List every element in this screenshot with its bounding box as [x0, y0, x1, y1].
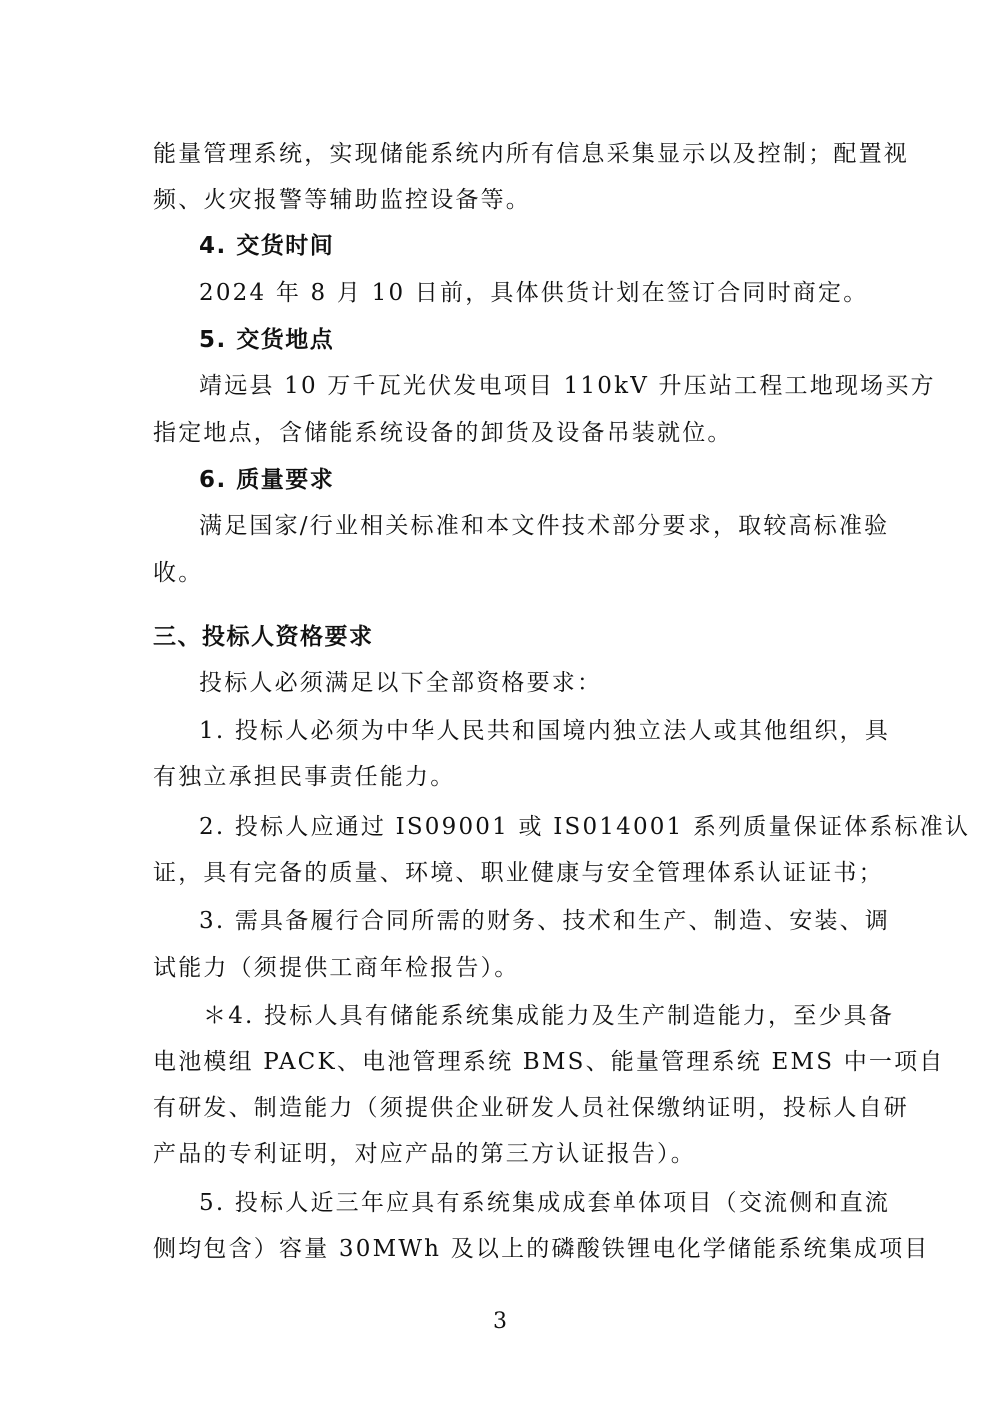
paragraph-line: 收。: [153, 560, 204, 586]
paragraph-line: 指定地点，含储能系统设备的卸货及设备吊装就位。: [153, 420, 733, 446]
list-item: ＊4. 投标人具有储能系统集成能力及生产制造能力，至少具备: [203, 1003, 895, 1029]
heading-quality-requirements: 6. 质量要求: [199, 467, 335, 493]
paragraph-line: 电池模组 PACK、电池管理系统 BMS、能量管理系统 EMS 中一项自: [153, 1049, 945, 1075]
paragraph-line: 投标人必须满足以下全部资格要求：: [199, 670, 603, 696]
paragraph-line: 有研发、制造能力（须提供企业研发人员社保缴纳证明，投标人自研: [153, 1095, 909, 1121]
paragraph-line: 证，具有完备的质量、环境、职业健康与安全管理体系认证证书；: [153, 860, 884, 886]
paragraph-line: 频、火灾报警等辅助监控设备等。: [153, 187, 531, 213]
list-item: 1. 投标人必须为中华人民共和国境内独立法人或其他组织，具: [199, 718, 891, 744]
page-number: 3: [493, 1309, 507, 1334]
paragraph-line: 有独立承担民事责任能力。: [153, 764, 456, 790]
heading-delivery-location: 5. 交货地点: [199, 327, 335, 353]
heading-delivery-time: 4. 交货时间: [199, 233, 335, 259]
paragraph-line: 靖远县 10 万千瓦光伏发电项目 110kV 升压站工程工地现场买方: [199, 373, 936, 399]
list-item: 2. 投标人应通过 IS09001 或 IS014001 系列质量保证体系标准认: [199, 814, 971, 840]
paragraph-line: 产品的专利证明，对应产品的第三方认证报告）。: [153, 1141, 696, 1167]
section-heading-bidder-qualifications: 三、投标人资格要求: [153, 624, 374, 650]
list-item: 3. 需具备履行合同所需的财务、技术和生产、制造、安装、调: [199, 908, 891, 934]
paragraph-line: 满足国家/行业相关标准和本文件技术部分要求，取较高标准验: [199, 513, 890, 539]
paragraph-line: 2024 年 8 月 10 日前，具体供货计划在签订合同时商定。: [199, 280, 869, 306]
paragraph-line: 侧均包含）容量 30MWh 及以上的磷酸铁锂电化学储能系统集成项目: [153, 1236, 930, 1262]
list-item: 5. 投标人近三年应具有系统集成成套单体项目（交流侧和直流: [199, 1190, 891, 1216]
paragraph-line: 试能力（须提供工商年检报告）。: [153, 955, 520, 981]
paragraph-line: 能量管理系统，实现储能系统内所有信息采集显示以及控制；配置视: [153, 141, 909, 167]
